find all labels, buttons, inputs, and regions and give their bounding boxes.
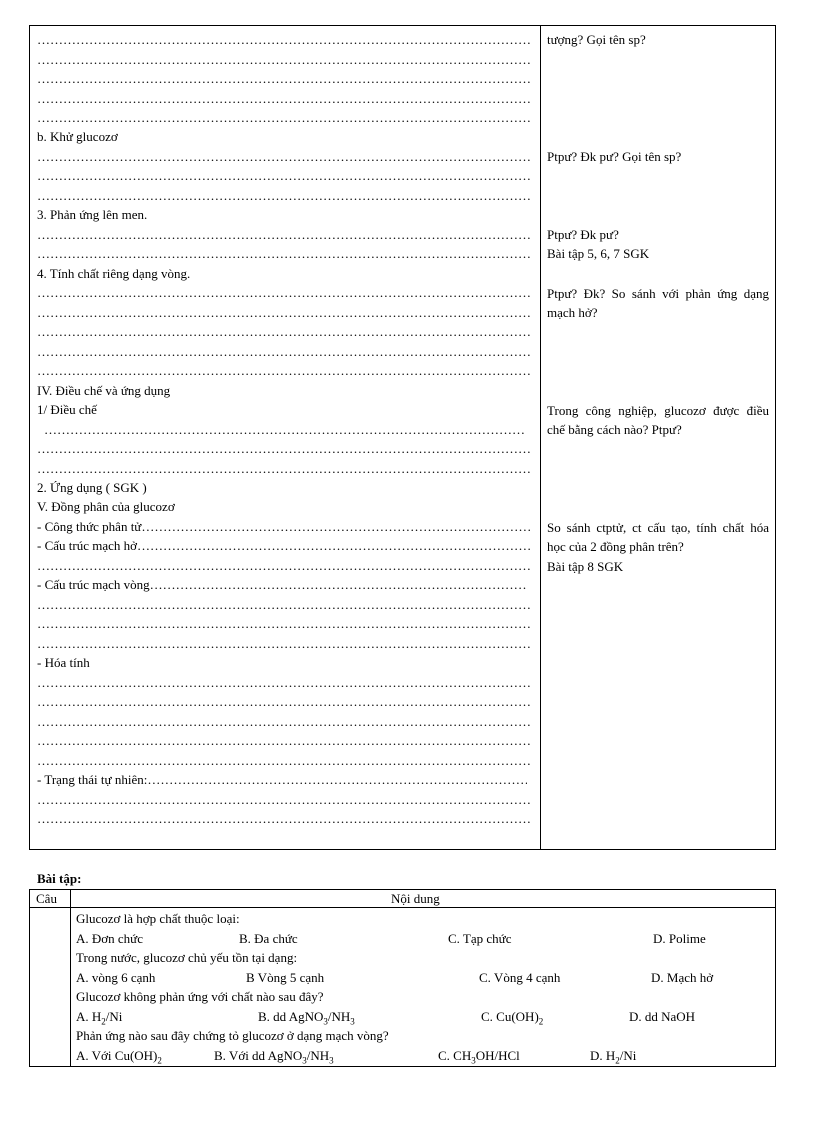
section-iv-2: 2. Ứng dụng ( SGK ) [37, 480, 147, 495]
dotted-line [37, 461, 532, 477]
section-iv-title: IV. Điều chế và ứng dụng [37, 383, 171, 398]
section-b-title: b. Khử glucozơ [37, 129, 118, 144]
v-open-row [37, 538, 532, 554]
option-d: D. Mạch hở [651, 970, 714, 985]
v-formula-label: - Công thức phân tử [37, 519, 142, 534]
v-nature-label: - Trạng thái tự nhiên: [37, 772, 148, 787]
dotted-line [37, 344, 532, 360]
dotted-line [37, 694, 532, 710]
dotted-line [37, 32, 532, 48]
question-note: Bài tập 5, 6, 7 SGK [547, 246, 650, 261]
question-stem: Trong nước, glucozơ chủ yếu tồn tại dạng: [76, 950, 298, 965]
option-a: A. $H_2/Ni$ [76, 1009, 123, 1027]
dotted-line [37, 616, 532, 632]
v-open-label: - Cấu trúc mạch hở [37, 538, 138, 553]
section-3-title: 3. Phản ứng lên men. [37, 207, 148, 222]
option-a: A. Với $Cu(OH)_2$ [76, 1048, 162, 1066]
v-ring-row [37, 577, 527, 593]
dotted-line [37, 246, 532, 262]
dotted-line [37, 675, 532, 691]
question-note: Ptpư? Đk? So sánh với phản ứng dạng mạch hở? [547, 286, 769, 320]
col-header-noidung: Nội dung [391, 891, 440, 906]
dotted-line [37, 91, 532, 107]
dotted-line [37, 52, 532, 68]
option-d: D. $H_2/Ni$ [590, 1048, 637, 1066]
section-iv-1: 1/ Điều chế [37, 402, 97, 417]
dotted-line [37, 149, 532, 165]
section-v-title: V. Đồng phân của glucozơ [37, 499, 175, 514]
dotted-line [141, 519, 532, 535]
question-note: tượng? Gọi tên sp? [547, 32, 646, 47]
option-c: C. $Cu(OH)_2$ [481, 1009, 544, 1027]
dotted-line [37, 168, 532, 184]
option-c: C. $CH_3OH$/HCl [438, 1048, 520, 1066]
option-a: A. Đơn chức [76, 931, 143, 946]
question-stem: Glucozơ không phản ứng với chất nào sau đây? [76, 989, 324, 1004]
dotted-line [37, 188, 532, 204]
dotted-line [37, 363, 532, 379]
dotted-line [37, 227, 532, 243]
dotted-line [37, 110, 532, 126]
v-formula-row [37, 519, 532, 535]
option-b: B Vòng 5 cạnh [246, 970, 325, 985]
option-c: C. Vòng 4 cạnh [479, 970, 561, 985]
option-b: B. dd $AgNO_3/NH_3$ [258, 1009, 355, 1027]
question-note: Trong công nghiệp, glucozơ được điều chế bằng cách nào? Ptpư? [547, 403, 769, 437]
dotted-line [147, 772, 527, 788]
option-c: C. Tạp chức [448, 931, 512, 946]
option-d: D. Polime [653, 931, 706, 946]
dotted-line [37, 792, 532, 808]
col-header-cau: Câu [36, 891, 57, 906]
dotted-line [137, 538, 532, 554]
dotted-line [37, 597, 532, 613]
exercise-col-divider [70, 889, 71, 1067]
dotted-line [37, 305, 532, 321]
option-a: A. vòng 6 cạnh [76, 970, 156, 985]
v-ring-label: - Cấu trúc mạch vòng [37, 577, 150, 592]
dotted-line [44, 422, 524, 438]
exercise-heading: Bài tập: [37, 871, 82, 886]
question-note: Bài tập 8 SGK [547, 559, 624, 574]
dotted-line [37, 285, 532, 301]
v-chem-label: - Hóa tính [37, 655, 90, 670]
dotted-line [37, 733, 532, 749]
dotted-line [37, 324, 532, 340]
option-d: D. dd NaOH [629, 1009, 696, 1024]
dotted-line [150, 577, 527, 593]
v-nature-row [37, 772, 527, 788]
question-stem: Phản ứng nào sau đây chứng tỏ glucozơ ở dạng mạch vòng? [76, 1028, 389, 1043]
dotted-line [37, 71, 532, 87]
question-note: Ptpư? Đk pư? [547, 227, 619, 242]
dotted-line [37, 441, 532, 457]
section-4-title: 4. Tính chất riêng dạng vòng. [37, 266, 191, 281]
dotted-line [37, 636, 532, 652]
dotted-line [37, 558, 532, 574]
question-stem: Glucozơ là hợp chất thuộc loại: [76, 911, 240, 926]
option-b: B. Với dd $AgNO_3/NH_3$ [214, 1048, 334, 1066]
option-b: B. Đa chức [239, 931, 298, 946]
question-note: Ptpư? Đk pư? Gọi tên sp? [547, 149, 682, 164]
dotted-line [37, 753, 532, 769]
dotted-line [37, 811, 532, 827]
exercise-header-divider [29, 907, 776, 908]
dotted-line [37, 714, 532, 730]
question-note: So sánh ctptử, ct cấu tạo, tính chất hóa học của 2 đồng phân trên? [547, 520, 769, 554]
column-divider [540, 25, 541, 850]
